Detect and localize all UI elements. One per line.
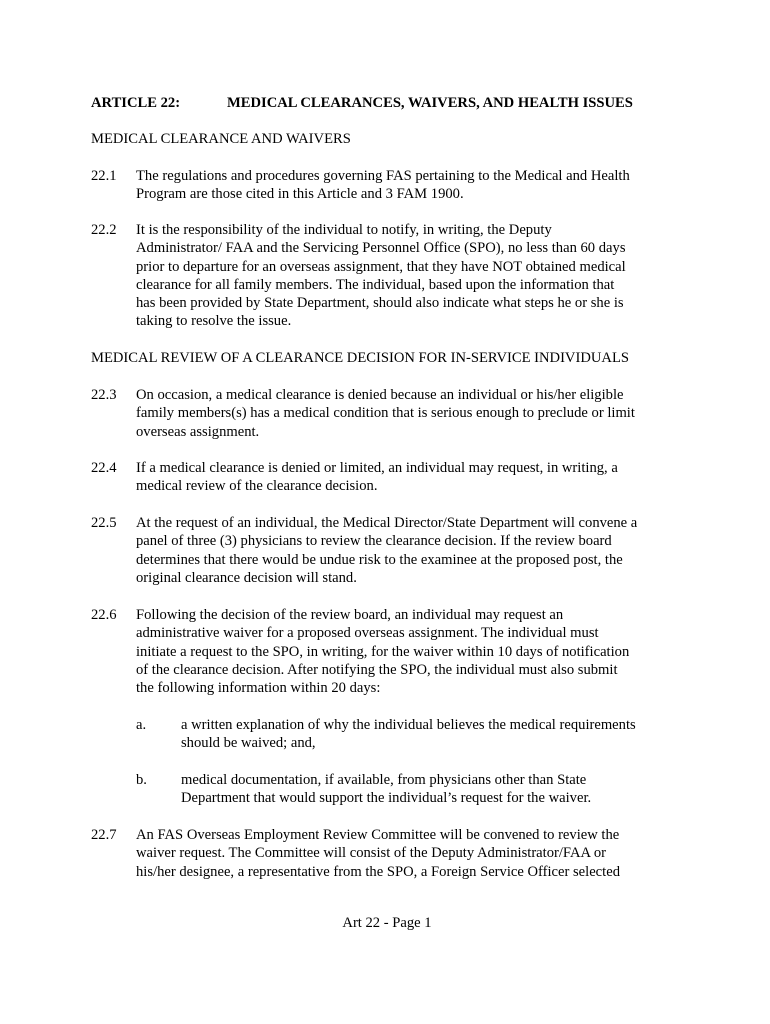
paragraph-text: It is the responsibility of the individual to notify, in writing, the Deputy Administrator/ FAA and the Servicing Personnel Office (SPO), no less than 60 days prior to departure for an overseas assignment, that they have NOT obtained medical clearance for all family members. The individual, based upon the information that has been provided by State Department, should also indicate what steps he or she is taking to resolve the issue. [136, 222, 626, 330]
article-number: ARTICLE 22: [91, 95, 181, 111]
paragraph-number: 22.5 [91, 515, 117, 531]
paragraph-text: At the request of an individual, the Medical Director/State Department will convene a panel of three (3) physicians to review the clearance decision. If the review board determines that there would be undue risk to the examinee at the proposed post, the original clearance decision will stand. [136, 515, 638, 586]
paragraph-number: 22.3 [91, 387, 117, 403]
subitem-letter: a. [136, 717, 147, 733]
subitem-letter: b. [136, 772, 147, 788]
article-title: MEDICAL CLEARANCES, WAIVERS, AND HEALTH ISSUES [227, 95, 633, 111]
page-footer: Art 22 - Page 1 [342, 915, 432, 931]
paragraph-number: 22.4 [91, 460, 117, 476]
subitem-text: medical documentation, if available, from physicians other than State Department that would support the individual’s request for the waiver. [181, 772, 592, 807]
paragraph-text: The regulations and procedures governing FAS pertaining to the Medical and Health Program are those cited in this Article and 3 FAM 1900. [136, 168, 630, 203]
paragraph-number: 22.1 [91, 168, 117, 184]
section-heading-clearance: MEDICAL CLEARANCE AND WAIVERS [91, 131, 351, 147]
paragraph-text: On occasion, a medical clearance is denied because an individual or his/her eligible family members(s) has a medical condition that is serious enough to preclude or limit overseas assignment. [136, 387, 635, 440]
paragraph-text: Following the decision of the review board, an individual may request an administrative waiver for a proposed overseas assignment. The individual must initiate a request to the SPO, in writing, for the waiver within 10 days of notification of the clearance decision. After notifying the SPO, the individual must also submit the following information within 20 days: [136, 607, 630, 697]
section-heading-review: MEDICAL REVIEW OF A CLEARANCE DECISION FOR IN-SERVICE INDIVIDUALS [91, 350, 629, 366]
paragraph-number: 22.7 [91, 827, 117, 843]
paragraph-number: 22.6 [91, 607, 117, 623]
paragraph-number: 22.2 [91, 222, 117, 238]
paragraph-text: An FAS Overseas Employment Review Committee will be convened to review the waiver request. The Committee will consist of the Deputy Administrator/FAA or his/her designee, a representative from the SPO, a Foreign Service Officer selected [136, 827, 620, 880]
paragraph-text: If a medical clearance is denied or limited, an individual may request, in writing, a medical review of the clearance decision. [136, 460, 618, 495]
subitem-text: a written explanation of why the individual believes the medical requirements should be waived; and, [181, 717, 636, 752]
